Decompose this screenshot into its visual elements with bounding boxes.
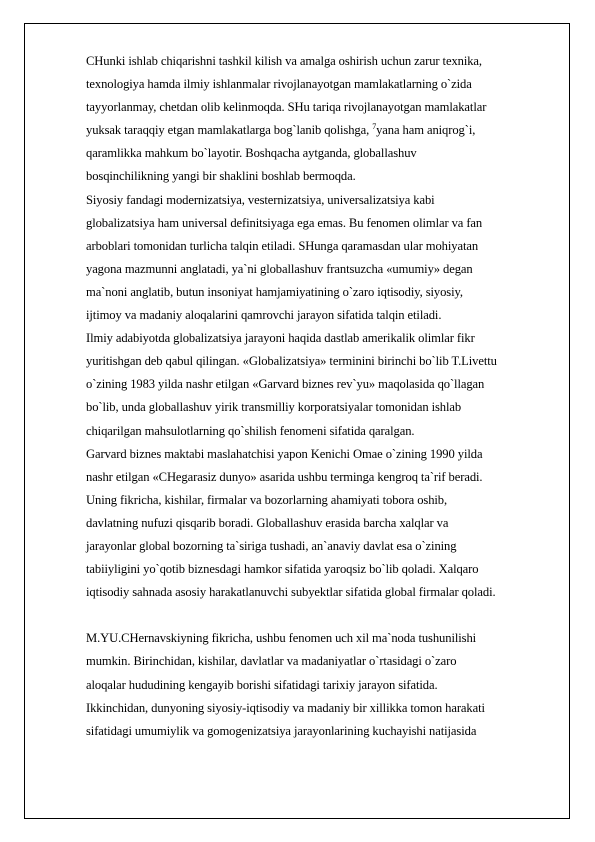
- text-line: yagona mazmunni anglatadi, ya`ni globallashuv frantsuzcha «umumiy» degan: [86, 261, 473, 276]
- text-line: aloqalar hududining kengayib borishi sifatidagi tarixiy jarayon sifatida.: [86, 677, 438, 692]
- text-span: yana ham aniqrog`i,: [376, 123, 476, 138]
- text-line: Ikkinchidan, dunyoning siyosiy-iqtisodiy va madaniy bir xillikka tomon harakati: [86, 700, 485, 715]
- text-line: mumkin. Birinchidan, kishilar, davlatlar va madaniyatlar o`rtasidagi o`zaro: [86, 654, 457, 669]
- text-line: iqtisodiy sahnada asosiy harakatlanuvchi subyektlar sifatida global firmalar qoladi.: [86, 585, 496, 600]
- text-line: jarayonlar global bozorning ta`siriga tushadi, an`anaviy davlat esa o`zining: [86, 538, 457, 553]
- text-line: globalizatsiya ham universal definitsiyaga ega emas. Bu fenomen olimlar va fan: [86, 215, 483, 230]
- text-line: ijtimoy va madaniy aloqalarini qamrovchi jarayon sifatida talqin etiladi.: [86, 308, 442, 323]
- paragraph-2: [86, 189, 566, 328]
- text-line: sifatidagi umumiylik va gomogenizatsiya jarayonlarining kuchayishi natijasida: [86, 723, 477, 738]
- text-line: arboblari tomonidan turlicha talqin etiladi. SHunga qaramasdan ular mohiyatan: [86, 238, 479, 253]
- footnote-marker: 7: [372, 122, 377, 132]
- text-line: davlatning nufuzi qisqarib boradi. Globallashuv erasida barcha xalqlar va: [86, 515, 449, 530]
- text-line-with-footnote: [86, 119, 566, 142]
- text-line: Uning fikricha, kishilar, firmalar va bozorlarning ahamiyati tobora oshib,: [86, 492, 448, 507]
- paragraph-4: [86, 443, 566, 605]
- paragraph-1: [86, 50, 566, 189]
- text-line: Garvard biznes maktabi maslahatchisi yapon Kenichi Omae o`zining 1990 yilda: [86, 446, 483, 461]
- text-span: yuksak taraqqiy etgan mamlakatlarga bog`lanib qolishga,: [86, 123, 373, 138]
- text-line: o`zining 1983 yilda nashr etilgan «Garvard biznes rev`yu» maqolasida qo`llagan: [86, 377, 485, 392]
- text-line: yuritishgan deb qabul qilingan. «Globalizatsiya» terminini birinchi bo`lib T.Livettu: [86, 354, 497, 369]
- text-line: bosqinchilikning yangi bir shaklini boshlab bermoqda.: [86, 169, 356, 184]
- text-line: ma`noni anglatib, butun insoniyat hamjamiyatining o`zaro iqtisodiy, siyosiy,: [86, 284, 463, 299]
- text-line: qaramlikka mahkum bo`layotir. Boshqacha aytganda, globallashuv: [86, 146, 417, 161]
- text-line: chiqarilgan mahsulotlarning qo`shilish fenomeni sifatida qaralgan.: [86, 423, 415, 438]
- text-line: Ilmiy adabiyotda globalizatsiya jarayoni haqida dastlab amerikalik olimlar fikr: [86, 331, 475, 346]
- text-line: M.YU.CHernavskiyning fikricha, ushbu fenomen uch xil ma`noda tushunilishi: [86, 631, 477, 646]
- text-line: tayyorlanmay, chetdan olib kelinmoqda. SHu tariqa rivojlanayotgan mamlakatlar: [86, 100, 487, 115]
- text-line: nashr etilgan «CHegarasiz dunyo» asarida ushbu terminga kengroq ta`rif beradi.: [86, 469, 483, 484]
- paragraph-spacer: [86, 604, 566, 627]
- text-line: bo`lib, unda globallashuv yirik transmilliy korporatsiyalar tomonidan ishlab: [86, 400, 462, 415]
- text-line: Siyosiy fandagi modernizatsiya, vesternizatsiya, universalizatsiya kabi: [86, 192, 435, 207]
- paragraph-3: [86, 327, 566, 442]
- text-line: tabiiyligini yo`qotib biznesdagi hamkor sifatida yaroqsiz bo`lib qoladi. Xalqaro: [86, 562, 479, 577]
- text-line: CHunki ishlab chiqarishni tashkil kilish va amalga oshirish uchun zarur texnika,: [86, 54, 482, 68]
- document-body: [86, 50, 566, 743]
- text-line: texnologiya hamda ilmiy ishlanmalar rivojlanayotgan mamlakatlarning o`zida: [86, 77, 472, 92]
- paragraph-5: [86, 627, 566, 742]
